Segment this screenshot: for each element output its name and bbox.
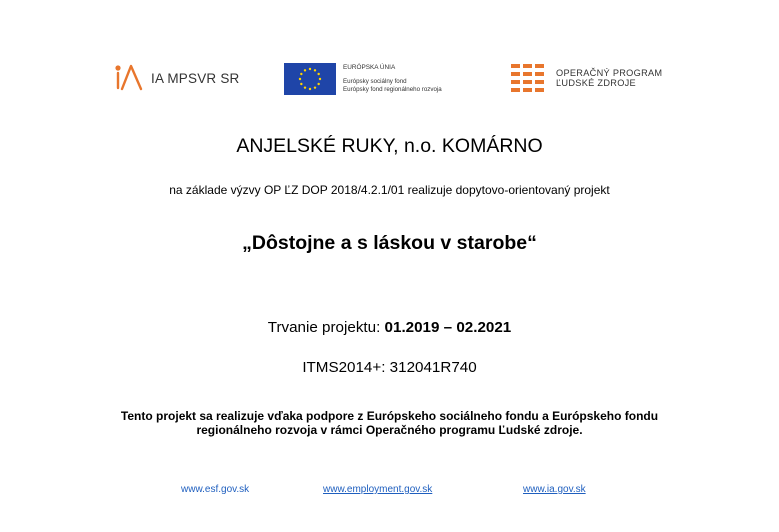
link-employment[interactable]: www.employment.gov.sk	[323, 484, 433, 495]
eu-star	[309, 88, 311, 90]
ia-mpsvr-icon	[113, 62, 145, 94]
eu-star	[309, 68, 311, 70]
op-line1: OPERAČNÝ PROGRAM	[556, 67, 663, 78]
intro-text: na základe výzvy OP ĽZ DOP 2018/4.2.1/01 realizuje dopytovo-orientovaný projekt	[169, 183, 610, 197]
link-esf[interactable]: www.esf.gov.sk	[181, 484, 250, 495]
eu-title: EURÓPSKA ÚNIA	[343, 64, 396, 71]
eu-star	[304, 69, 306, 71]
link-ia[interactable]: www.ia.gov.sk	[523, 484, 586, 495]
eu-logo	[284, 63, 442, 95]
itms-code: ITMS2014+: 312041R740	[302, 359, 477, 376]
eu-esf-label: Európsky sociálny fond	[343, 78, 407, 85]
op-line2: ĽUDSKÉ ZDROJE	[556, 78, 636, 88]
eu-star	[317, 83, 319, 85]
project-title: „Dôstojne a s láskou v starobe“	[242, 232, 537, 254]
organization-name: ANJELSKÉ RUKY, n.o. KOMÁRNO	[236, 135, 543, 157]
eu-erdf-label: Európsky fond regionálneho rozvoja	[343, 86, 442, 93]
eu-star	[299, 78, 301, 80]
project-duration	[0, 319, 779, 336]
eu-star	[314, 86, 316, 88]
ia-mpsvr-label: IA MPSVR SR	[151, 70, 240, 86]
eu-star	[300, 83, 302, 85]
duration-label: Trvanie projektu:	[267, 319, 381, 336]
eu-star	[300, 73, 302, 75]
duration-value: 01.2019 – 02.2021	[384, 319, 512, 336]
support-statement	[0, 409, 779, 437]
support-line-2: regionálneho rozvoja v rámci Operačného programu Ľudské zdroje.	[196, 423, 583, 437]
op-lz-icon	[511, 64, 545, 92]
support-line-1: Tento projekt sa realizuje vďaka podpore z Európskeho sociálneho fondu a Európskeho fondu	[120, 409, 659, 423]
op-lz-logo	[511, 64, 662, 92]
eu-star	[317, 73, 319, 75]
eu-flag-icon	[284, 63, 336, 95]
eu-star	[314, 69, 316, 71]
ia-mpsvr-logo	[113, 62, 239, 94]
logo-bar	[0, 62, 779, 98]
eu-star	[319, 78, 321, 80]
eu-star	[304, 86, 306, 88]
